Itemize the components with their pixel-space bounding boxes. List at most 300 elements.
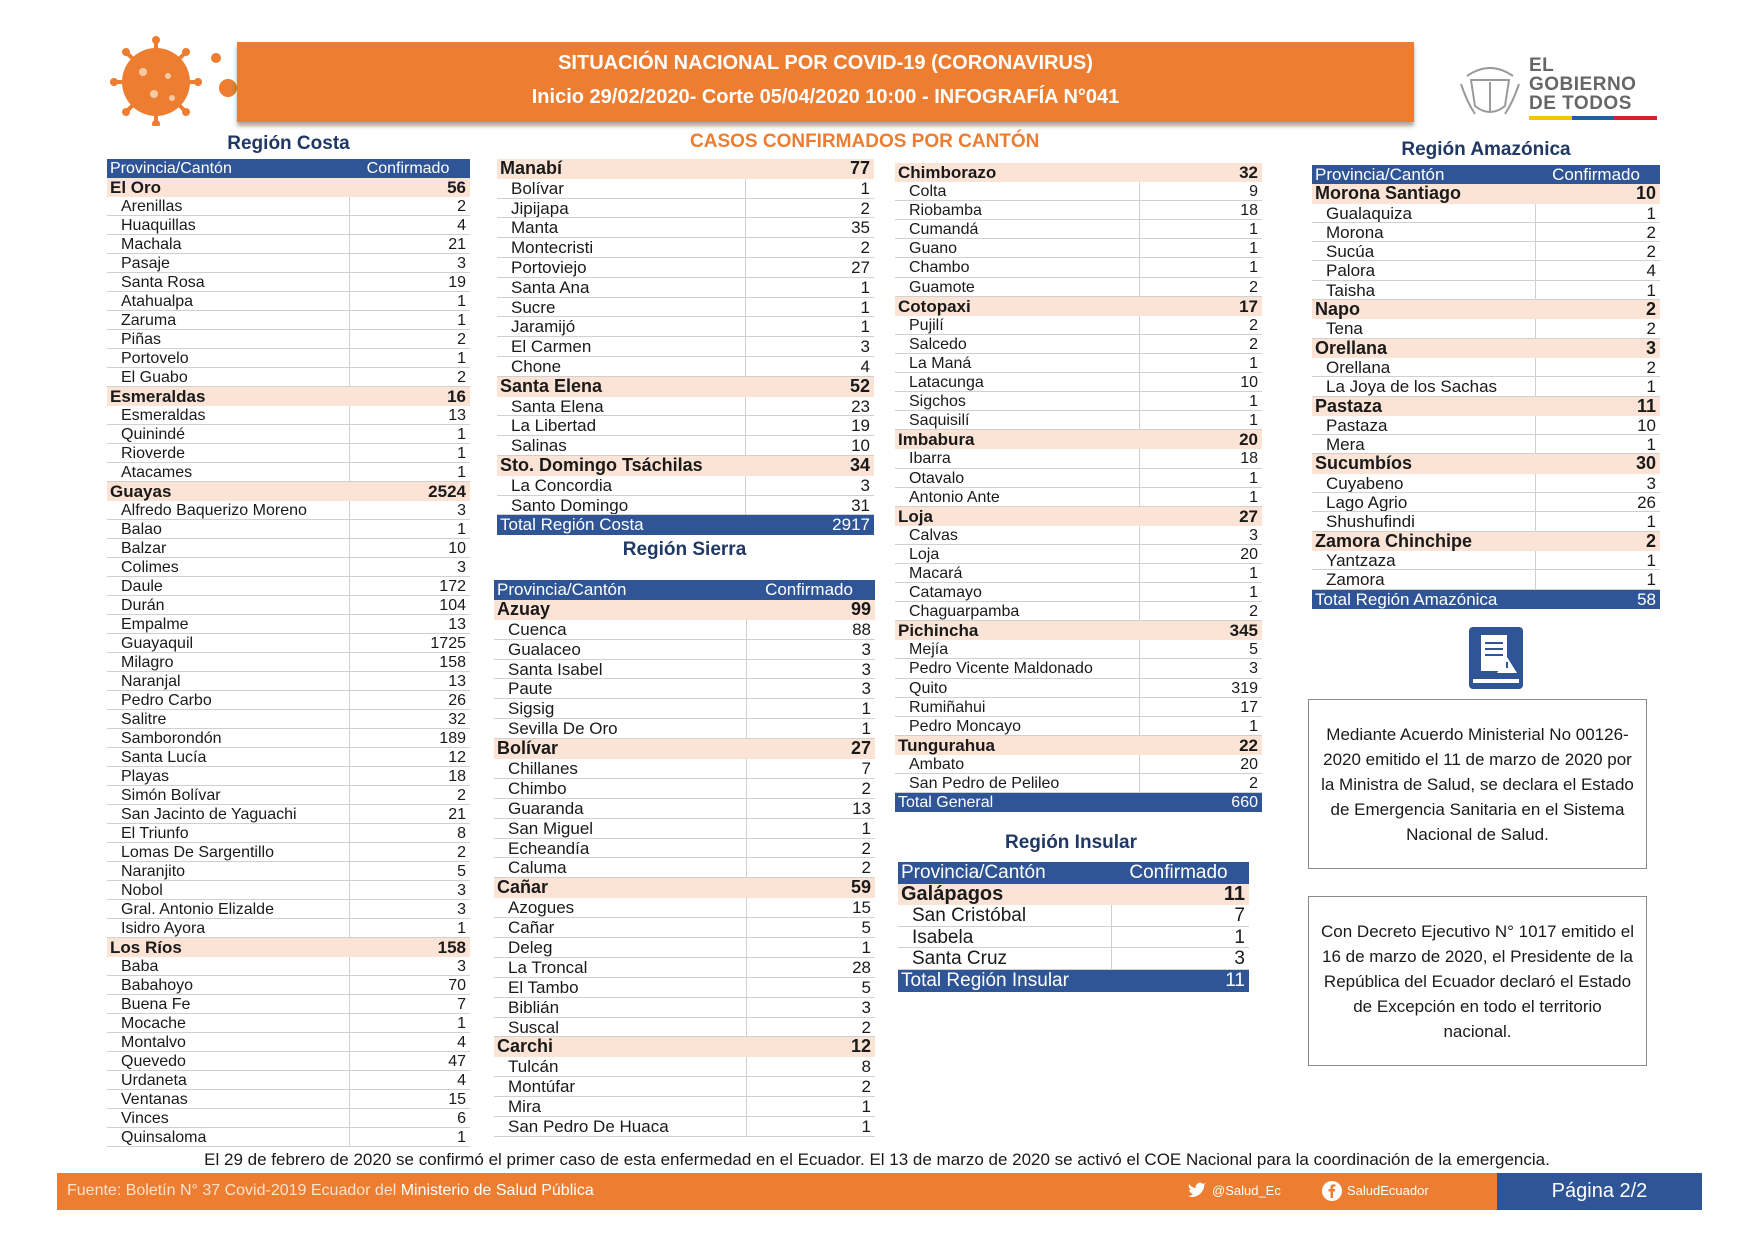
page-subtitle: Inicio 29/02/2020- Corte 05/04/2020 10:00 - INFOGRAFÍA N°041 <box>531 86 1120 108</box>
canton-row <box>895 583 1262 602</box>
canton-row-name: Mocache <box>107 1014 350 1032</box>
province-row <box>497 456 874 476</box>
canton-row-name: Macará <box>895 564 1140 582</box>
canton-row-value: 1 <box>457 350 466 367</box>
province-row <box>895 430 1262 449</box>
province-row-name: Galápagos <box>901 883 1004 905</box>
column-header-row <box>1312 165 1660 184</box>
province-row-name: El Oro <box>110 178 162 197</box>
canton-row <box>895 545 1262 564</box>
canton-row-name: Salinas <box>497 436 746 455</box>
canton-row-name: Pasaje <box>107 254 350 272</box>
canton-row <box>1312 204 1660 223</box>
canton-row-value: 1 <box>1646 203 1656 223</box>
canton-row-name: Tulcán <box>494 1057 747 1076</box>
canton-row-value: 10 <box>448 540 466 557</box>
canton-row-value: 5 <box>861 918 871 938</box>
province-row-name: Azuay <box>497 599 551 619</box>
facebook-icon[interactable] <box>1322 1181 1342 1201</box>
province-row <box>494 600 875 620</box>
province-row-name: Orellana <box>1315 338 1388 358</box>
province-row <box>494 739 875 759</box>
canton-row-value: 1 <box>1249 240 1258 258</box>
canton-row-value: 1 <box>1234 926 1245 948</box>
facebook-handle[interactable]: SaludEcuador <box>1347 1183 1429 1198</box>
canton-row-value: 5 <box>457 863 466 880</box>
province-row <box>107 178 470 197</box>
canton-row <box>895 469 1262 488</box>
canton-row <box>107 425 470 444</box>
canton-row-value: 18 <box>448 768 466 785</box>
canton-row-name: Atacames <box>107 463 350 481</box>
region-total-row-value: 2917 <box>832 515 870 535</box>
canton-row-value: 1 <box>1249 393 1258 411</box>
region-total-row-name: Total Región Amazónica <box>1315 589 1498 609</box>
canton-row-name: El Guabo <box>107 368 350 386</box>
table-sierra-continued <box>895 163 1262 812</box>
canton-row-value: 70 <box>448 977 466 994</box>
canton-row-value: 15 <box>448 1091 466 1108</box>
canton-row-value: 3 <box>861 639 871 659</box>
canton-row-name: Santa Isabel <box>494 660 747 679</box>
province-row-name: Napo <box>1315 300 1360 320</box>
canton-row-name: Arenillas <box>107 197 350 215</box>
canton-row-value: 27 <box>851 257 870 277</box>
canton-row-value: 1 <box>1249 717 1258 735</box>
canton-row-value: 1 <box>1646 570 1656 590</box>
canton-row-value: 13 <box>448 407 466 424</box>
canton-row-name: Santa Ana <box>497 278 746 297</box>
table-costa-continued <box>497 159 874 535</box>
canton-row-value: 7 <box>861 759 871 779</box>
canton-row <box>1312 493 1660 512</box>
canton-row <box>107 1071 470 1090</box>
header-banner <box>237 42 1414 122</box>
canton-row-name: Jaramijó <box>497 317 746 336</box>
canton-row-value: 10 <box>851 436 870 456</box>
canton-row-name: Montecristi <box>497 238 746 257</box>
source-prefix: Fuente: Boletín N° 37 Covid-2019 Ecuador del <box>67 1182 401 1199</box>
canton-row <box>494 640 875 660</box>
table-costa <box>107 159 470 1147</box>
canton-row-value: 1 <box>457 293 466 310</box>
canton-row <box>895 488 1262 507</box>
canton-row-value: 2 <box>1249 278 1258 296</box>
canton-row <box>107 710 470 729</box>
canton-row-value: 15 <box>852 898 871 918</box>
canton-row <box>1312 435 1660 454</box>
canton-row-name: Orellana <box>1312 358 1536 376</box>
canton-row <box>497 238 874 258</box>
canton-row-name: El Carmen <box>497 337 746 356</box>
canton-row-name: Portoviejo <box>497 258 746 277</box>
canton-row-name: Yantzaza <box>1312 551 1536 569</box>
canton-row-name: Sevilla De Oro <box>494 719 747 738</box>
canton-row-value: 1 <box>1646 280 1656 300</box>
column-header-row-value: Confirmado <box>1129 862 1228 883</box>
canton-row-value: 2 <box>1249 316 1258 334</box>
canton-row-name: Catamayo <box>895 583 1140 601</box>
canton-row <box>497 199 874 219</box>
province-row <box>107 938 470 957</box>
canton-row <box>494 759 875 779</box>
canton-row <box>1312 261 1660 280</box>
canton-row-value: 2 <box>457 844 466 861</box>
canton-row-name: Otavalo <box>895 469 1140 487</box>
canton-row-name: Sucre <box>497 298 746 317</box>
canton-row <box>107 330 470 349</box>
province-row <box>895 621 1262 640</box>
canton-row-name: Quinsaloma <box>107 1128 350 1146</box>
canton-row-value: 10 <box>1240 374 1258 392</box>
canton-row-name: Nobol <box>107 881 350 899</box>
logo-line-3: DE TODOS <box>1529 93 1632 114</box>
canton-row-name: Lago Agrio <box>1312 493 1536 511</box>
province-row-value: 30 <box>1635 453 1656 474</box>
province-row-value: 3 <box>1645 337 1656 358</box>
canton-row-name: Simón Bolívar <box>107 786 350 804</box>
canton-row-value: 3 <box>861 679 871 699</box>
canton-row <box>107 463 470 482</box>
canton-row-value: 1 <box>457 1015 466 1032</box>
canton-row-value: 2 <box>457 331 466 348</box>
canton-row-name: Montalvo <box>107 1033 350 1051</box>
source-org: Ministerio de Salud Pública <box>400 1182 594 1199</box>
canton-row <box>107 976 470 995</box>
province-row-value: 158 <box>437 938 466 957</box>
footer-bar <box>57 1173 1702 1210</box>
canton-row <box>494 679 875 699</box>
region-total-row-name: Total General <box>898 794 994 812</box>
canton-row <box>895 239 1262 258</box>
canton-row-name: Quevedo <box>107 1052 350 1070</box>
canton-row <box>895 698 1262 717</box>
province-row-value: 99 <box>850 598 871 619</box>
canton-row-value: 31 <box>851 495 870 515</box>
province-row-value: 56 <box>447 178 466 197</box>
canton-row-value: 9 <box>1249 183 1258 201</box>
canton-row <box>107 881 470 900</box>
canton-row-name: Portovelo <box>107 349 350 367</box>
canton-row-name: Isabela <box>898 927 1112 948</box>
canton-row <box>107 919 470 938</box>
column-header-row <box>494 580 875 600</box>
canton-row-name: Suscal <box>494 1018 747 1037</box>
canton-row <box>895 182 1262 201</box>
canton-row-value: 21 <box>448 806 466 823</box>
canton-row <box>107 672 470 691</box>
canton-row <box>107 596 470 615</box>
province-row-value: 345 <box>1229 621 1258 641</box>
canton-row-value: 19 <box>851 416 870 436</box>
canton-row <box>494 1097 875 1117</box>
canton-row-value: 12 <box>448 749 466 766</box>
canton-row <box>107 273 470 292</box>
canton-row <box>107 1014 470 1033</box>
canton-row-value: 3 <box>1646 473 1656 493</box>
province-row-name: Guayas <box>110 482 172 501</box>
canton-row-name: Samborondón <box>107 729 350 747</box>
canton-row-name: Latacunga <box>895 373 1140 391</box>
canton-row-name: Rioverde <box>107 444 350 462</box>
canton-row-name: Echeandía <box>494 839 747 858</box>
province-row-value: 16 <box>447 387 466 406</box>
canton-row-value: 1 <box>1249 488 1258 506</box>
canton-row-value: 1 <box>457 426 466 443</box>
canton-row-name: Loja <box>895 545 1140 563</box>
canton-row-name: Paute <box>494 679 747 698</box>
canton-row <box>1312 242 1660 261</box>
canton-row-value: 1 <box>457 521 466 538</box>
canton-row <box>497 416 874 436</box>
canton-row <box>898 905 1249 927</box>
province-row-value: 12 <box>850 1036 871 1057</box>
canton-row <box>107 1109 470 1128</box>
canton-row <box>497 317 874 337</box>
canton-row-name: Machala <box>107 235 350 253</box>
column-header-row-value: Confirmado <box>1552 165 1640 184</box>
canton-row-name: Caluma <box>494 858 747 877</box>
canton-row-value: 2 <box>1646 357 1656 377</box>
province-row-name: Pastaza <box>1315 396 1383 416</box>
canton-row-name: Durán <box>107 596 350 614</box>
canton-row-name: Cumandá <box>895 220 1140 238</box>
canton-row-name: Alfredo Baquerizo Moreno <box>107 501 350 519</box>
province-row-name: Zamora Chinchipe <box>1315 531 1473 551</box>
canton-row-value: 7 <box>1234 905 1245 927</box>
canton-row <box>107 1052 470 1071</box>
canton-row <box>895 659 1262 678</box>
note-state-of-exception: Con Decreto Ejecutivo N° 1017 emitido el 16 de marzo de 2020, el Presidente de la República del Ecuador declaró el Estado de Excepción en todo el territorio nacional. <box>1308 896 1647 1066</box>
canton-row <box>895 564 1262 583</box>
canton-row-name: Colimes <box>107 558 350 576</box>
canton-row <box>494 699 875 719</box>
canton-row <box>497 298 874 318</box>
canton-row-value: 1 <box>1249 354 1258 372</box>
canton-row <box>107 767 470 786</box>
province-row <box>895 163 1262 182</box>
canton-row-value: 2 <box>1646 319 1656 339</box>
province-row <box>1312 397 1660 416</box>
canton-row-value: 13 <box>448 616 466 633</box>
logo-color-bars <box>1529 116 1657 120</box>
region-total-row-name: Total Región Costa <box>500 515 644 535</box>
canton-row-value: 32 <box>448 711 466 728</box>
canton-row-value: 1 <box>861 719 871 739</box>
canton-row-name: Ibarra <box>895 449 1140 467</box>
canton-row-name: Zaruma <box>107 311 350 329</box>
canton-row-name: Ambato <box>895 755 1140 773</box>
twitter-icon[interactable] <box>1187 1182 1207 1200</box>
canton-row-name: Ventanas <box>107 1090 350 1108</box>
region-total-row-value: 11 <box>1225 969 1245 991</box>
canton-row <box>895 640 1262 659</box>
canton-row <box>494 779 875 799</box>
canton-row-value: 2 <box>457 369 466 386</box>
canton-row <box>107 444 470 463</box>
canton-row-value: 1 <box>860 277 870 297</box>
canton-row-value: 2 <box>1646 222 1656 242</box>
canton-row <box>497 337 874 357</box>
canton-row <box>1312 416 1660 435</box>
canton-row-value: 2 <box>861 838 871 858</box>
canton-row-value: 13 <box>448 673 466 690</box>
canton-row-name: La Concordia <box>497 476 746 495</box>
note-emergency-health: Mediante Acuerdo Ministerial No 00126-2020 emitido el 11 de marzo de 2020 por la Ministra de Salud, se declara el Estado de Emergencia Sanitaria en el Sistema Nacional de Salud. <box>1308 699 1647 869</box>
canton-row <box>895 392 1262 411</box>
column-header-row-name: Provincia/Cantón <box>110 160 232 177</box>
canton-row-value: 3 <box>1234 948 1245 970</box>
canton-row-value: 13 <box>852 798 871 818</box>
column-header-row-name: Provincia/Cantón <box>497 580 627 599</box>
canton-row-value: 4 <box>457 1072 466 1089</box>
canton-row-value: 1 <box>1249 259 1258 277</box>
province-row <box>1312 300 1660 319</box>
canton-row-value: 1 <box>1646 550 1656 570</box>
canton-row-value: 1 <box>1646 512 1656 532</box>
canton-row <box>107 748 470 767</box>
canton-row <box>895 373 1262 392</box>
canton-row-value: 35 <box>851 218 870 238</box>
canton-row-name: Zamora <box>1312 570 1536 588</box>
canton-row-name: Santa Cruz <box>898 948 1112 969</box>
canton-row-value: 3 <box>457 882 466 899</box>
canton-row-name: Sigsig <box>494 699 747 718</box>
canton-row <box>895 411 1262 430</box>
table-insular <box>898 862 1249 992</box>
canton-row-name: Sigchos <box>895 392 1140 410</box>
province-row-value: 22 <box>1239 735 1258 755</box>
canton-row-name: Colta <box>895 182 1140 200</box>
canton-row-name: Cuenca <box>494 620 747 639</box>
canton-row-name: Antonio Ante <box>895 488 1140 506</box>
province-row-name: Los Ríos <box>110 938 182 957</box>
canton-row <box>107 957 470 976</box>
province-row-value: 2 <box>1645 530 1656 551</box>
canton-row-name: Chone <box>497 357 746 376</box>
canton-row-value: 1 <box>1249 412 1258 430</box>
region-total-row-value: 660 <box>1231 794 1258 812</box>
canton-row-value: 17 <box>1240 698 1258 716</box>
canton-row-value: 158 <box>439 654 466 671</box>
region-title-sierra: Región Sierra <box>622 539 747 560</box>
province-row <box>895 507 1262 526</box>
canton-row-name: Chaguarpamba <box>895 602 1140 620</box>
canton-row-name: Atahualpa <box>107 292 350 310</box>
column-header-row-name: Provincia/Cantón <box>901 862 1046 883</box>
province-row <box>494 878 875 898</box>
canton-row-name: Gral. Antonio Elizalde <box>107 900 350 918</box>
canton-row-name: Jipijapa <box>497 199 746 218</box>
canton-row-name: Daule <box>107 577 350 595</box>
canton-row-name: San Pedro De Huaca <box>494 1117 747 1136</box>
canton-row-name: Azogues <box>494 898 747 917</box>
canton-row <box>895 220 1262 239</box>
column-header-row <box>898 862 1249 884</box>
twitter-handle[interactable]: @Salud_Ec <box>1212 1183 1281 1198</box>
canton-row <box>107 843 470 862</box>
canton-row <box>1312 512 1660 531</box>
canton-row-name: Esmeraldas <box>107 406 350 424</box>
canton-row <box>895 449 1262 468</box>
province-row <box>497 377 874 397</box>
canton-row-value: 3 <box>457 255 466 272</box>
canton-row <box>107 292 470 311</box>
canton-row-value: 1 <box>861 1097 871 1117</box>
canton-row-name: Guayaquil <box>107 634 350 652</box>
canton-row <box>107 368 470 387</box>
canton-row <box>494 858 875 878</box>
canton-row-value: 2 <box>1249 335 1258 353</box>
canton-row-value: 1 <box>861 938 871 958</box>
canton-row-name: Naranjal <box>107 672 350 690</box>
canton-row <box>895 316 1262 335</box>
canton-row-name: Calvas <box>895 526 1140 544</box>
canton-row-name: Pedro Carbo <box>107 691 350 709</box>
canton-row <box>895 717 1262 736</box>
canton-row-name: Lomas De Sargentillo <box>107 843 350 861</box>
canton-row <box>1312 223 1660 242</box>
canton-row-value: 319 <box>1231 679 1258 697</box>
canton-row-value: 5 <box>1249 641 1258 659</box>
province-row <box>1312 532 1660 551</box>
canton-row-value: 1 <box>1646 377 1656 397</box>
canton-row-value: 3 <box>1249 660 1258 678</box>
canton-row-value: 4 <box>457 1034 466 1051</box>
canton-row-value: 1 <box>861 699 871 719</box>
canton-row <box>1312 358 1660 377</box>
canton-row-name: Buena Fe <box>107 995 350 1013</box>
province-row-name: Tungurahua <box>898 735 995 755</box>
canton-row-value: 7 <box>457 996 466 1013</box>
canton-row-name: Santa Lucía <box>107 748 350 766</box>
region-total-row-value: 58 <box>1637 589 1656 609</box>
canton-row-name: Pedro Moncayo <box>895 717 1140 735</box>
region-total-row <box>898 970 1249 992</box>
canton-row-name: Milagro <box>107 653 350 671</box>
canton-row-name: Pastaza <box>1312 416 1536 434</box>
canton-row <box>107 691 470 710</box>
canton-row-name: Salitre <box>107 710 350 728</box>
canton-row-name: Manta <box>497 218 746 237</box>
section-title: CASOS CONFIRMADOS POR CANTÓN <box>690 131 1040 152</box>
canton-row-name: Santa Elena <box>497 397 746 416</box>
canton-row-value: 1725 <box>430 635 466 652</box>
province-row-value: 17 <box>1239 296 1258 316</box>
canton-row <box>107 254 470 273</box>
column-header-row <box>107 159 470 178</box>
logo-line-1: EL <box>1529 55 1555 76</box>
canton-row-name: Pujilí <box>895 316 1140 334</box>
canton-row <box>1312 319 1660 338</box>
canton-row-value: 4 <box>457 217 466 234</box>
canton-row <box>895 526 1262 545</box>
province-row-name: Carchi <box>497 1037 554 1057</box>
canton-row <box>107 1033 470 1052</box>
canton-row <box>494 918 875 938</box>
canton-row <box>107 1090 470 1109</box>
canton-row-value: 8 <box>861 1057 871 1077</box>
region-total-row <box>1312 590 1660 609</box>
canton-row <box>895 755 1262 774</box>
canton-row-value: 1 <box>860 317 870 337</box>
coat-of-arms-icon <box>1457 56 1523 122</box>
province-row <box>1312 184 1660 203</box>
canton-row-value: 4 <box>1646 261 1656 281</box>
canton-row-value: 1 <box>861 818 871 838</box>
province-row-name: Santa Elena <box>500 376 603 396</box>
canton-row-value: 26 <box>448 692 466 709</box>
